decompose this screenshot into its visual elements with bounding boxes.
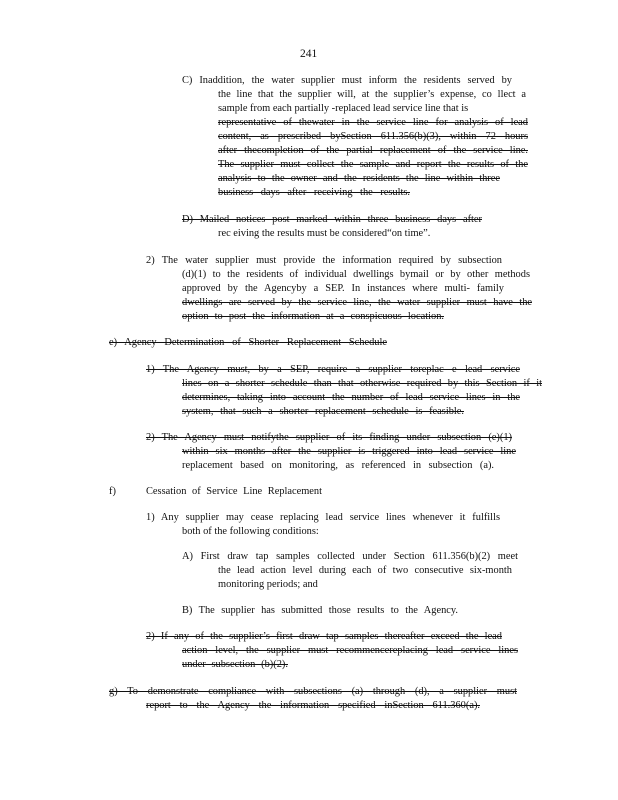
item2-line-4: dwellings are served by the service line, the water supplier must have the [182, 297, 532, 308]
f2-line-1: 2) If any of the supplier’s first draw tap samples thereafter exceed the lead [146, 631, 502, 642]
c-line-3: sample from each partially -replaced lead service line that is [218, 103, 469, 114]
fb-line: B) The supplier has submitted those results to the Agency. [182, 605, 458, 616]
d-line-2: rec eiving the results must be considered“on time”. [218, 228, 431, 239]
e1-line-3: determines, taking into account the number of lead service lines in the [182, 392, 520, 403]
f2-line-2: action level, the supplier must recommencereplacing lead service lines [182, 645, 518, 656]
fa-line-3: monitoring periods; and [218, 579, 318, 590]
g-line-2: report to the Agency the information specified inSection 611.360(a). [146, 700, 480, 711]
e2-line-2: within six months after the supplier is triggered into lead service line [182, 446, 516, 457]
f1-line-1: 1) Any supplier may cease replacing lead service lines whenever it fulfills [146, 512, 500, 523]
e1-line-4: system, that such a shorter replacement schedule is feasible. [182, 406, 464, 417]
e1-line-2: lines on a shorter schedule than that otherwise required by this Section if it [182, 378, 542, 389]
item2-line-1: 2) The water supplier must provide the information required by subsection [146, 255, 502, 266]
item2-line-2: (d)(1) to the residents of individual dwellings bymail or by other methods [182, 269, 530, 280]
e2-line-1: 2) The Agency must notifythe supplier of its finding under subsection (e)(1) [146, 432, 512, 443]
c-line-5: content, as prescribed bySection 611.356(b)(3), within 72 hours [218, 131, 528, 142]
c-line-4: representative of thewater in the service line for analysis of lead [218, 117, 528, 128]
fa-line-1: A) First draw tap samples collected under Section 611.356(b)(2) meet [182, 551, 518, 562]
item2-line-5: option to post the information at a conspicuous location. [182, 311, 444, 322]
g-line-1: g) To demonstrate compliance with subsections (a) through (d), a supplier must [109, 686, 517, 697]
e2-line-3: replacement based on monitoring, as referenced in subsection (a). [182, 460, 494, 471]
fa-line-2: the lead action level during each of two consecutive six-month [218, 565, 512, 576]
f2-line-3: under subsection (b)(2). [182, 659, 288, 670]
e1-line-1: 1) The Agency must, by a SEP, require a supplier toreplac e lead service [146, 364, 520, 375]
section-e-heading: e) Agency Determination of Shorter Replacement Schedule [109, 337, 387, 348]
page-number: 241 [300, 48, 318, 60]
c-line-6: after thecompletion of the partial replacement of the service line. [218, 145, 528, 156]
f1-line-2: both of the following conditions: [182, 526, 319, 537]
c-line-9: business days after receiving the results. [218, 187, 410, 198]
section-f-label: f) [109, 486, 116, 497]
c-line-8: analysis to the owner and the residents the line within three [218, 173, 500, 184]
item2-line-3: approved by the Agencyby a SEP. In instances where multi- family [182, 283, 504, 294]
c-line-7: The supplier must collect the sample and report the results of the [218, 159, 528, 170]
d-line-1: D) Mailed notices post marked within three business days after [182, 214, 482, 225]
c-line-2: the line that the supplier will, at the supplier’s expense, co llect a [218, 89, 526, 100]
c-line-1: C) Inaddition, the water supplier must inform the residents served by [182, 75, 512, 86]
section-f-title: Cessation of Service Line Replacement [146, 486, 322, 497]
